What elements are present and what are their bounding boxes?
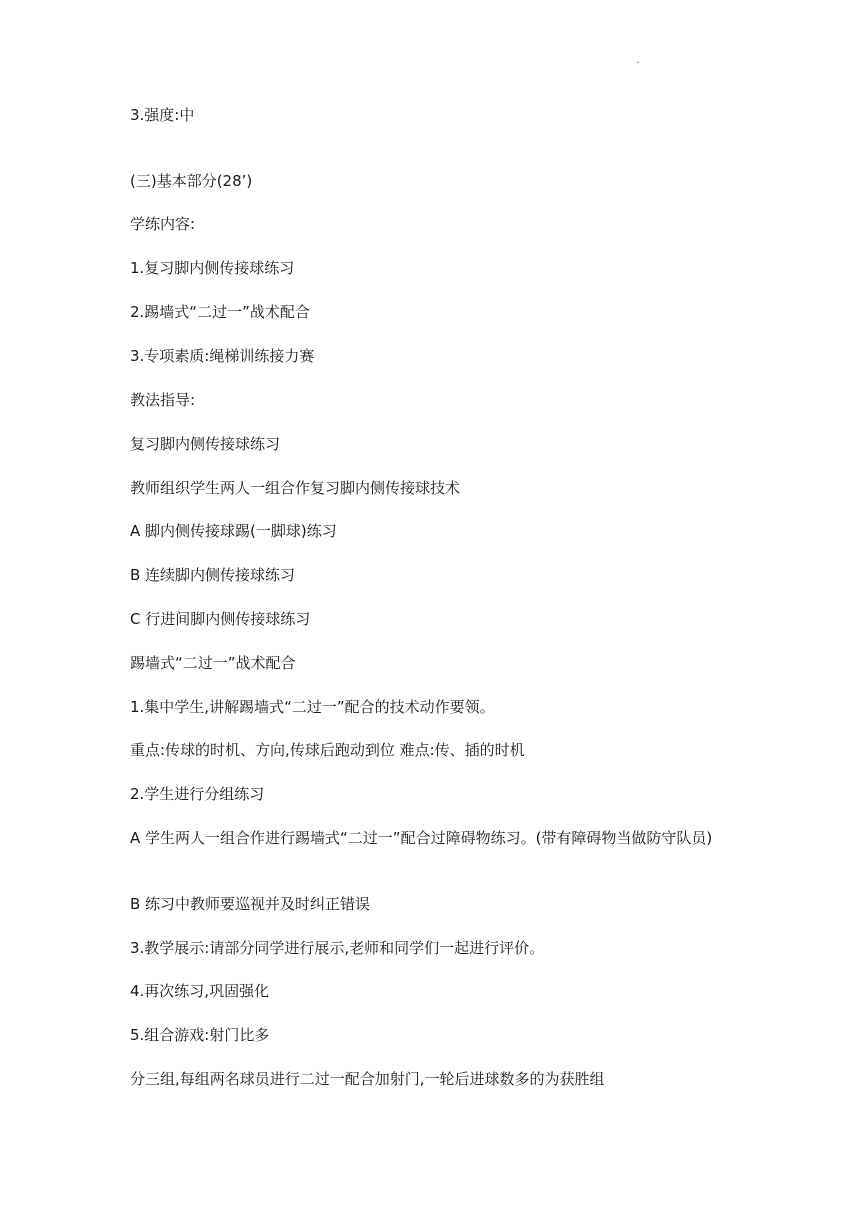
learning-content-item-2: 2.踢墙式“二过一”战术配合 xyxy=(130,303,310,321)
step-2-group-practice: 2.学生进行分组练习 xyxy=(130,785,265,803)
section-heading-basic-part: (三)基本部分(28’) xyxy=(130,172,253,190)
learning-content-item-1: 1.复习脚内侧传接球练习 xyxy=(130,259,295,277)
drill-a: A 脚内侧传接球踢(一脚球)练习 xyxy=(130,522,337,540)
step-3-demonstration: 3.教学展示:请部分同学进行展示,老师和同学们一起进行评价。 xyxy=(130,939,545,957)
learning-content-item-3: 3.专项素质:绳梯训练接力赛 xyxy=(130,347,315,365)
practice-a: A 学生两人一组合作进行踢墙式“二过一”配合过障碍物练习。(带有障碍物当做防守队员) xyxy=(130,829,713,847)
learning-content-heading: 学练内容: xyxy=(130,215,196,233)
review-passing-description: 教师组织学生两人一组合作复习脚内侧传接球技术 xyxy=(130,479,461,497)
step-1-explanation: 1.集中学生,讲解踢墙式“二过一”配合的技术动作要领。 xyxy=(130,698,495,716)
drill-c: C 行进间脚内侧传接球练习 xyxy=(130,610,311,628)
wall-pass-tactic-heading: 踢墙式“二过一”战术配合 xyxy=(130,654,296,672)
teaching-guidance-heading: 教法指导: xyxy=(130,391,196,409)
game-rules: 分三组,每组两名球员进行二过一配合加射门,一轮后进球数多的为获胜组 xyxy=(130,1070,605,1088)
corner-mark: . xyxy=(636,55,640,66)
step-5-game: 5.组合游戏:射门比多 xyxy=(130,1026,270,1044)
step-4-practice-again: 4.再次练习,巩固强化 xyxy=(130,982,270,1000)
drill-b: B 连续脚内侧传接球练习 xyxy=(130,566,296,584)
review-passing-heading: 复习脚内侧传接球练习 xyxy=(130,435,281,453)
practice-b: B 练习中教师要巡视并及时纠正错误 xyxy=(130,895,371,913)
key-points-line: 重点:传球的时机、方向,传球后跑动到位 难点:传、插的时机 xyxy=(130,741,525,759)
intensity-line: 3.强度:中 xyxy=(130,106,195,124)
